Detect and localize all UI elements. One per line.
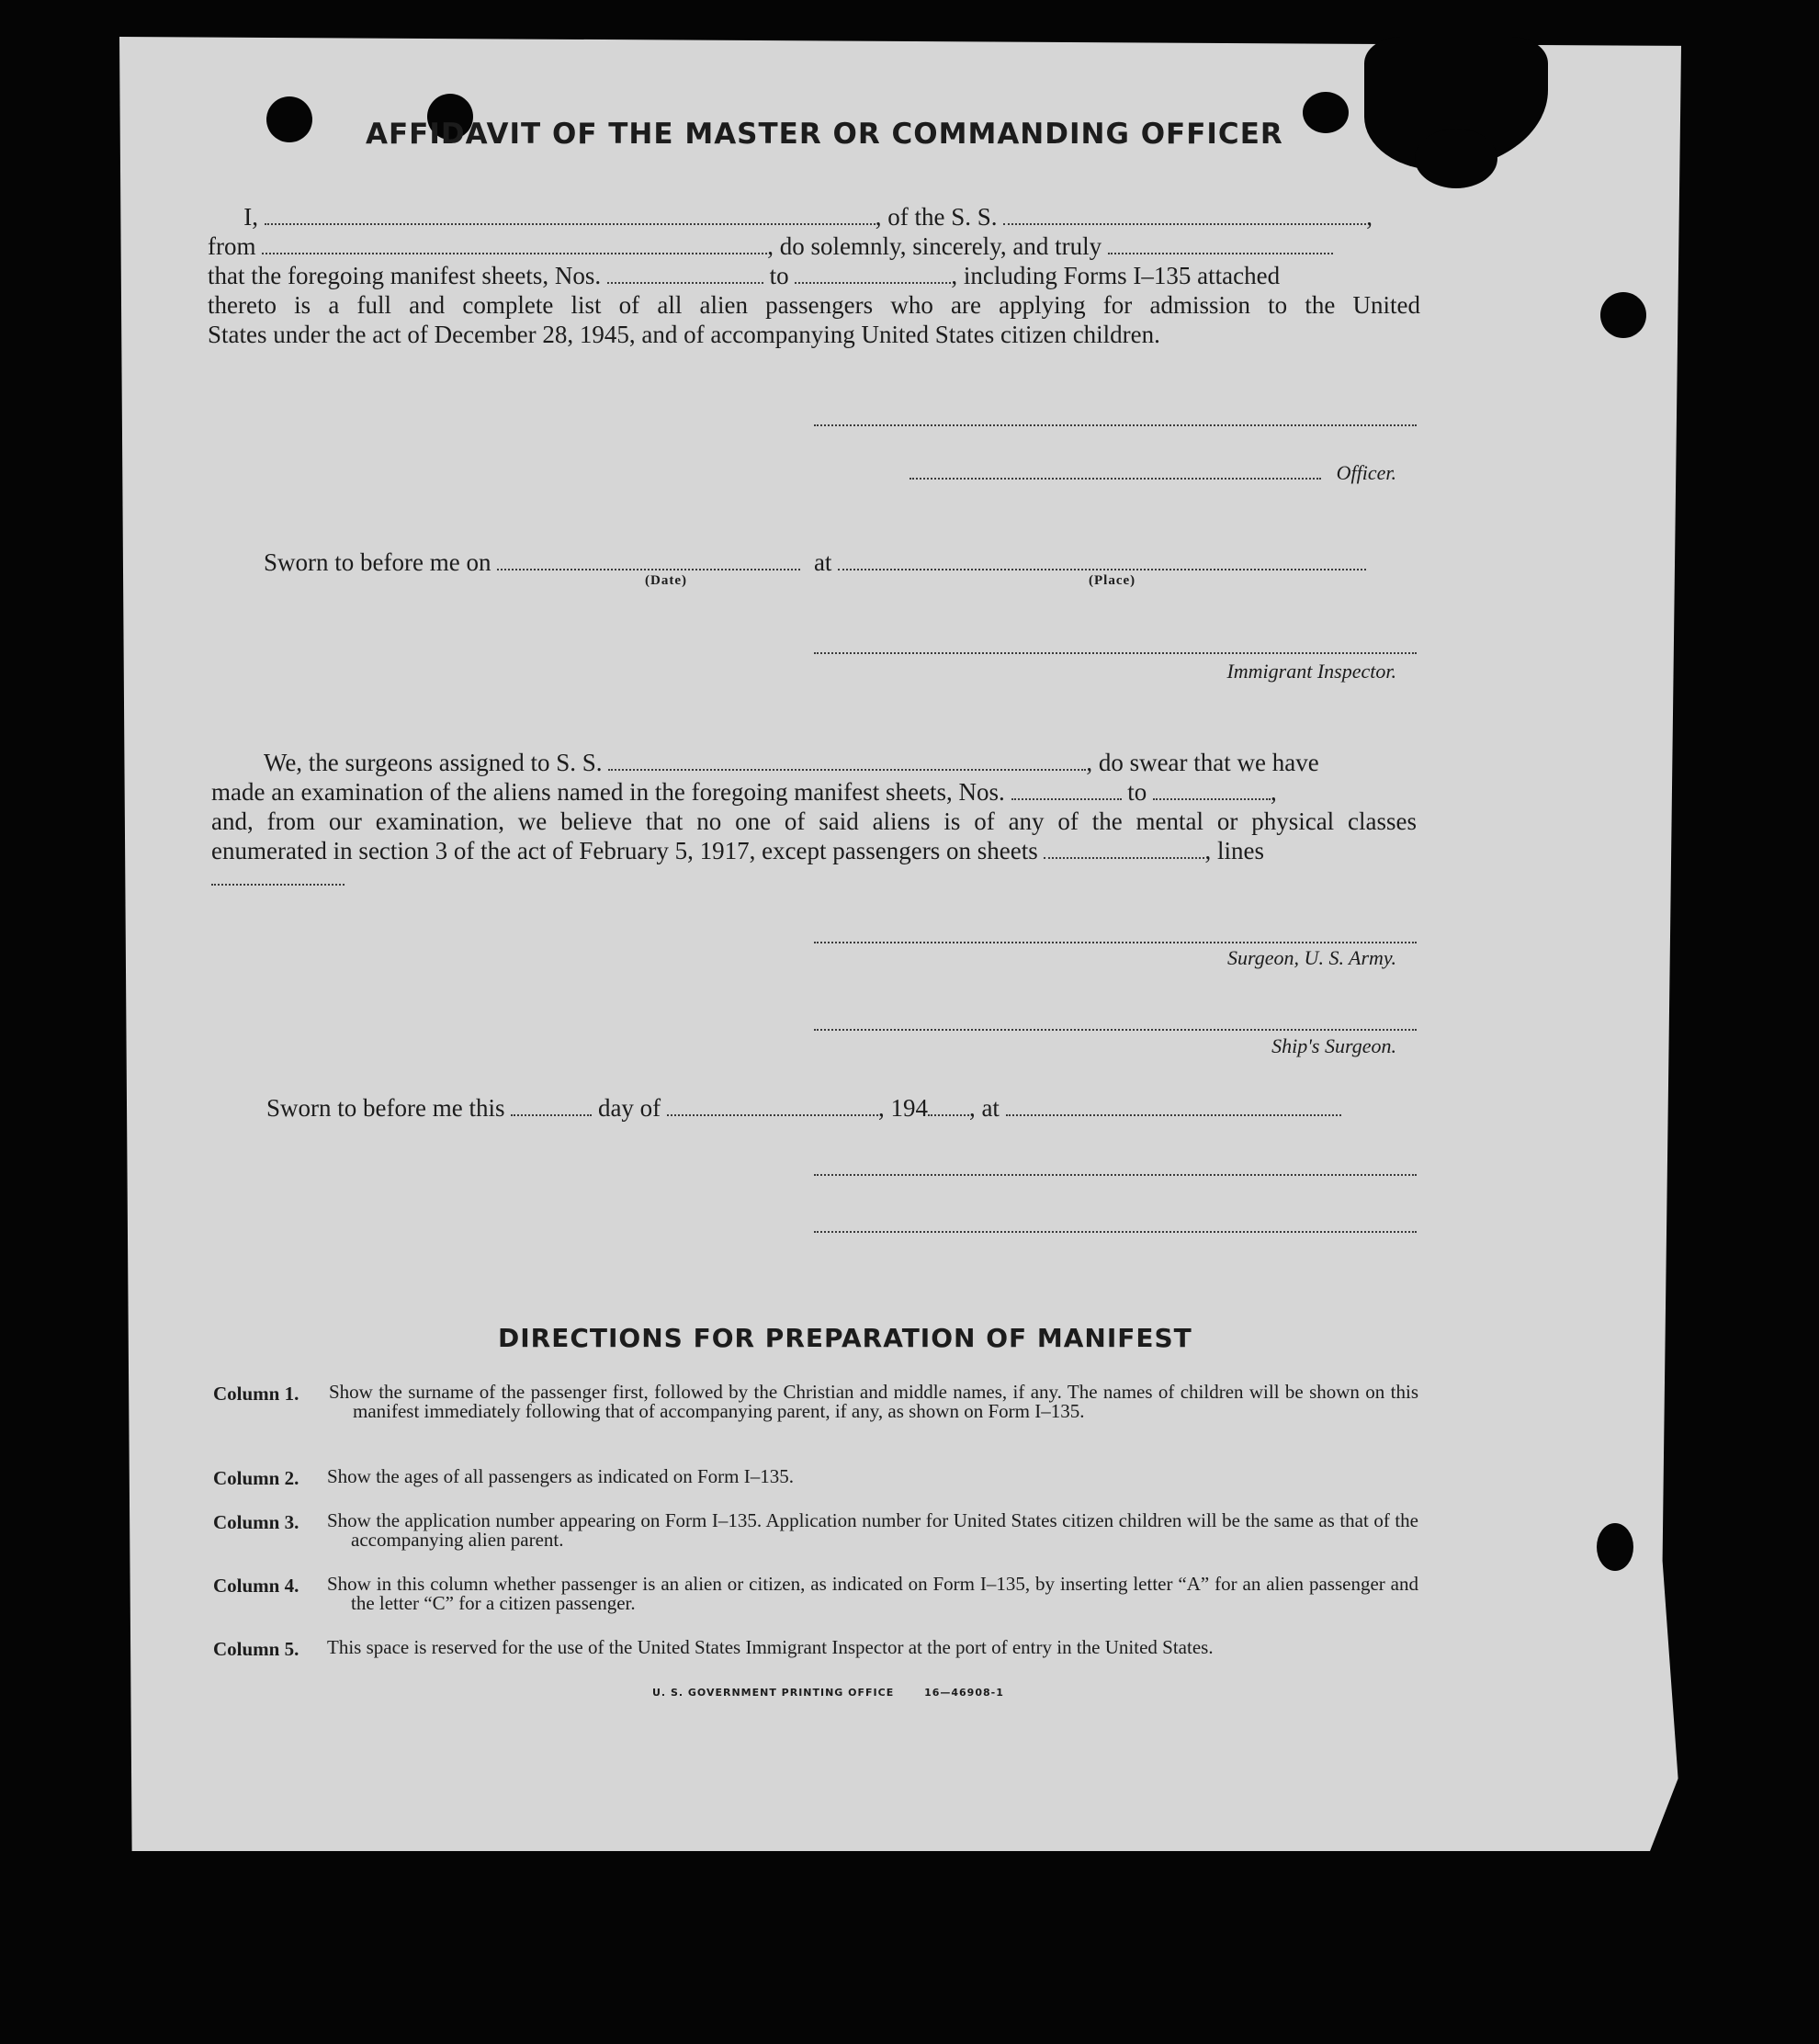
- surgeons-line-3: and, from our examination, we believe that no one of said aliens is of any of the mental or physical classes: [211, 807, 1417, 835]
- form-code: 16—46908-1: [924, 1687, 1004, 1699]
- sworn-line-2: [266, 1093, 1424, 1123]
- sworn-prefix: Sworn to before me on: [264, 548, 491, 576]
- inspector-label: Immigrant Inspector.: [1226, 660, 1396, 683]
- examination-text: made an examination of the aliens named in the foregoing manifest sheets, Nos.: [211, 778, 1005, 806]
- column-text: This space is reserved for the use of the United States Immigrant Inspector at the port of entry in the United States.: [327, 1636, 1214, 1658]
- affidavit-i-label: I,: [243, 203, 258, 231]
- punch-hole: [1597, 1523, 1633, 1571]
- lines-label: , lines: [1204, 837, 1264, 864]
- at-label: , at: [968, 1094, 1000, 1122]
- sworn-place-field[interactable]: [838, 550, 1366, 570]
- affidavit-line-2: [208, 232, 1420, 261]
- burn-damage: [1415, 129, 1497, 188]
- sworn-year-field[interactable]: [928, 1096, 969, 1116]
- ship-surgeon-label: Ship's Surgeon.: [1271, 1034, 1396, 1057]
- enumerated-text: enumerated in section 3 of the act of February 5, 1917, except passengers on sheets: [211, 837, 1038, 864]
- surgeons-line-1: [264, 748, 1421, 777]
- master-name-field[interactable]: [265, 205, 876, 225]
- at-label: at: [813, 548, 832, 576]
- punch-hole: [1600, 292, 1646, 338]
- sheet-to-field[interactable]: [795, 264, 951, 284]
- affidavit-line-3: [208, 261, 1420, 290]
- ship-name-field[interactable]: [1003, 205, 1366, 225]
- affirmation-field[interactable]: [1108, 234, 1333, 254]
- ship-surgeon-signature-line[interactable]: [814, 1029, 1417, 1031]
- sworn-signature-line[interactable]: [814, 1174, 1417, 1176]
- sheet-from-field[interactable]: [607, 264, 763, 284]
- column-label: Column 4.: [213, 1575, 299, 1597]
- forms-text: , including Forms I–135 attached: [951, 262, 1281, 289]
- officer-title-line[interactable]: [910, 478, 1321, 480]
- date-caption: (Date): [645, 573, 687, 588]
- affidavit-line-5: States under the act of December 28, 1945, and of accompanying United States citizen children.: [208, 321, 1160, 348]
- affidavit-ss-label: , of the S. S.: [875, 203, 998, 231]
- sworn-day-field[interactable]: [511, 1096, 592, 1116]
- sheets-label: that the foregoing manifest sheets, Nos.: [208, 262, 602, 289]
- to-label: to: [769, 262, 789, 289]
- officer-signature-line[interactable]: [814, 424, 1417, 426]
- sworn-month-field[interactable]: [667, 1096, 878, 1116]
- column-label: Column 2.: [213, 1467, 299, 1489]
- affidavit-title: AFFIDAVIT OF THE MASTER OR COMMANDING OFFICER: [366, 118, 1283, 151]
- from-port-field[interactable]: [262, 234, 767, 254]
- affidavit-line-1: [208, 202, 1420, 232]
- surgeon-ship-field[interactable]: [608, 751, 1086, 771]
- surgeons-line-2: [211, 777, 1424, 807]
- exam-sheet-to-field[interactable]: [1153, 780, 1271, 800]
- officer-label: Officer.: [1336, 461, 1396, 484]
- army-surgeon-signature-line[interactable]: [814, 942, 1417, 943]
- column-text: Show the surname of the passenger first, followed by the Christian and middle names, if any. The names of children will be shown on this manifest immediately following that of accompanying parent, if any, as shown on Form I–135.: [329, 1381, 1418, 1422]
- year-label: , 194: [877, 1094, 928, 1122]
- swear-text: , do swear that we have: [1086, 749, 1319, 776]
- surgeons-line-4: [211, 836, 1424, 865]
- affidavit-line-4: thereto is a full and complete list of all alien passengers who are applying for admission to the United: [208, 291, 1420, 319]
- column-text: Show the ages of all passengers as indicated on Form I–135.: [327, 1465, 794, 1487]
- exception-lines-field[interactable]: [211, 884, 345, 886]
- directions-title: DIRECTIONS FOR PREPARATION OF MANIFEST: [498, 1323, 1192, 1353]
- column-label: Column 1.: [213, 1383, 299, 1405]
- column-text: Show the application number appearing on Form I–135. Application number for United States citizen children will be the same as that of the accompanying alien parent.: [327, 1509, 1418, 1551]
- day-of-label: day of: [597, 1094, 661, 1122]
- printing-office-footer: [652, 1687, 1004, 1699]
- sworn-title-line[interactable]: [814, 1231, 1417, 1233]
- sworn-line-1: [264, 548, 1421, 577]
- column-label: Column 3.: [213, 1511, 299, 1533]
- comma: ,: [1271, 778, 1277, 806]
- from-label: from: [208, 232, 256, 260]
- printing-office-name: U. S. GOVERNMENT PRINTING OFFICE: [652, 1687, 895, 1699]
- to-label: to: [1127, 778, 1147, 806]
- sworn-prefix: Sworn to before me this: [266, 1094, 505, 1122]
- sworn-location-field[interactable]: [1006, 1096, 1341, 1116]
- army-surgeon-label: Surgeon, U. S. Army.: [1227, 946, 1396, 969]
- place-caption: (Place): [1089, 573, 1136, 588]
- exception-sheets-field[interactable]: [1044, 839, 1204, 859]
- column-text: Show in this column whether passenger is an alien or citizen, as indicated on Form I–135, by inserting letter “A” for an alien passenger and the letter “C” for a citizen passenger.: [327, 1573, 1418, 1614]
- solemnly-text: , do solemnly, sincerely, and truly: [767, 232, 1102, 260]
- inspector-signature-line[interactable]: [814, 652, 1417, 654]
- punch-hole: [266, 96, 312, 142]
- surgeons-prefix: We, the surgeons assigned to S. S.: [264, 749, 603, 776]
- column-label: Column 5.: [213, 1638, 299, 1660]
- punch-hole: [1303, 92, 1349, 133]
- comma: ,: [1366, 203, 1373, 231]
- sworn-date-field[interactable]: [497, 550, 800, 570]
- exam-sheet-from-field[interactable]: [1011, 780, 1122, 800]
